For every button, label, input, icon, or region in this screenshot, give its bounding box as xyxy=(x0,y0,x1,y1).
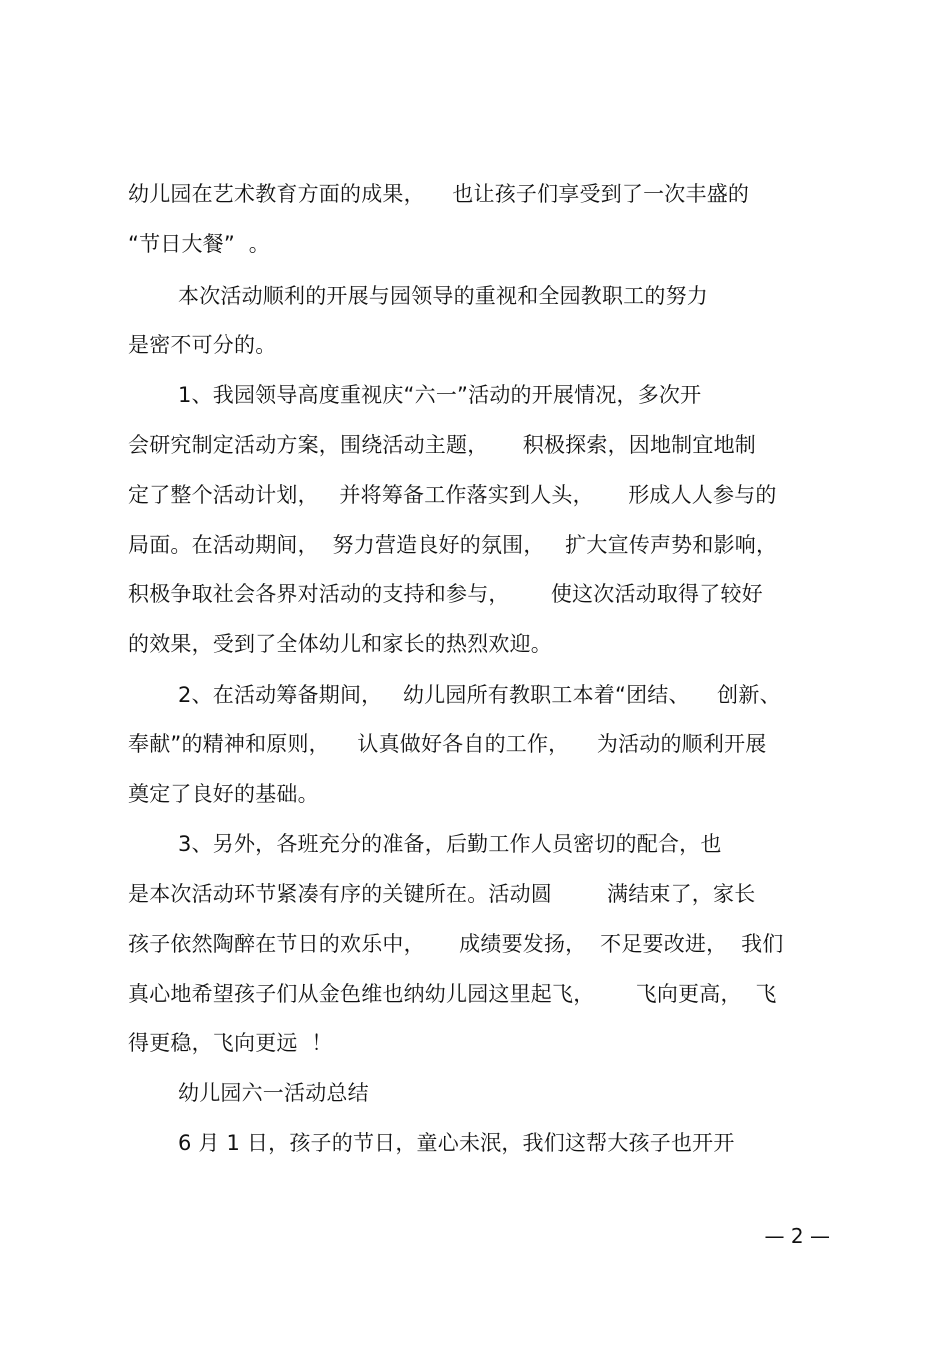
text-line: 孩子依然陶醉在节日的欢乐中， 成绩要发扬， 不足要改进， 我们 xyxy=(128,932,784,956)
text-line: 幼儿园在艺术教育方面的成果， 也让孩子们享受到了一次丰盛的 xyxy=(128,182,750,206)
text-line: 是本次活动环节紧凑有序的关键所在。活动圆 满结束了，家长 xyxy=(128,882,756,906)
text-line: 1、我园领导高度重视庆“六一”活动的开展情况，多次开 xyxy=(178,383,702,407)
section-title: 幼儿园六一活动总结 xyxy=(178,1081,369,1105)
text-line: 奠定了良好的基础。 xyxy=(128,782,319,806)
text-line: 得更稳，飞向更远 ！ xyxy=(128,1031,333,1055)
text-line: 本次活动顺利的开展与园领导的重视和全园教职工的努力 xyxy=(178,284,708,308)
text-line: 局面。在活动期间， 努力营造良好的氛围， 扩大宣传声势和影响， xyxy=(128,533,778,557)
text-line: 真心地希望孩子们从金色维也纳幼儿园这里起飞， 飞向更高， 飞 xyxy=(128,982,777,1006)
text-line: 会研究制定活动方案，围绕活动主题， 积极探索，因地制宜地制 xyxy=(128,433,756,457)
text-line: 的效果，受到了全体幼儿和家长的热烈欢迎。 xyxy=(128,632,552,656)
text-line: 定了整个活动计划， 并将筹备工作落实到人头， 形成人人参与的 xyxy=(128,483,777,507)
text-line: 奉献”的精神和原则， 认真做好各自的工作， 为活动的顺利开展 xyxy=(128,732,767,756)
text-line: 2、在活动筹备期间， 幼儿园所有教职工本着“团结、 创新、 xyxy=(178,683,781,707)
text-line: 积极争取社会各界对活动的支持和参与， 使这次活动取得了较好 xyxy=(128,582,763,606)
text-line: 是密不可分的。 xyxy=(128,333,277,357)
page-number: — 2 — xyxy=(764,1224,830,1248)
text-line: 3、另外，各班充分的准备，后勤工作人员密切的配合，也 xyxy=(178,832,722,856)
text-line: “节日大餐” 。 xyxy=(128,232,270,256)
text-line: 6 月 1 日，孩子的节日，童心未泯，我们这帮大孩子也开开 xyxy=(178,1131,735,1155)
